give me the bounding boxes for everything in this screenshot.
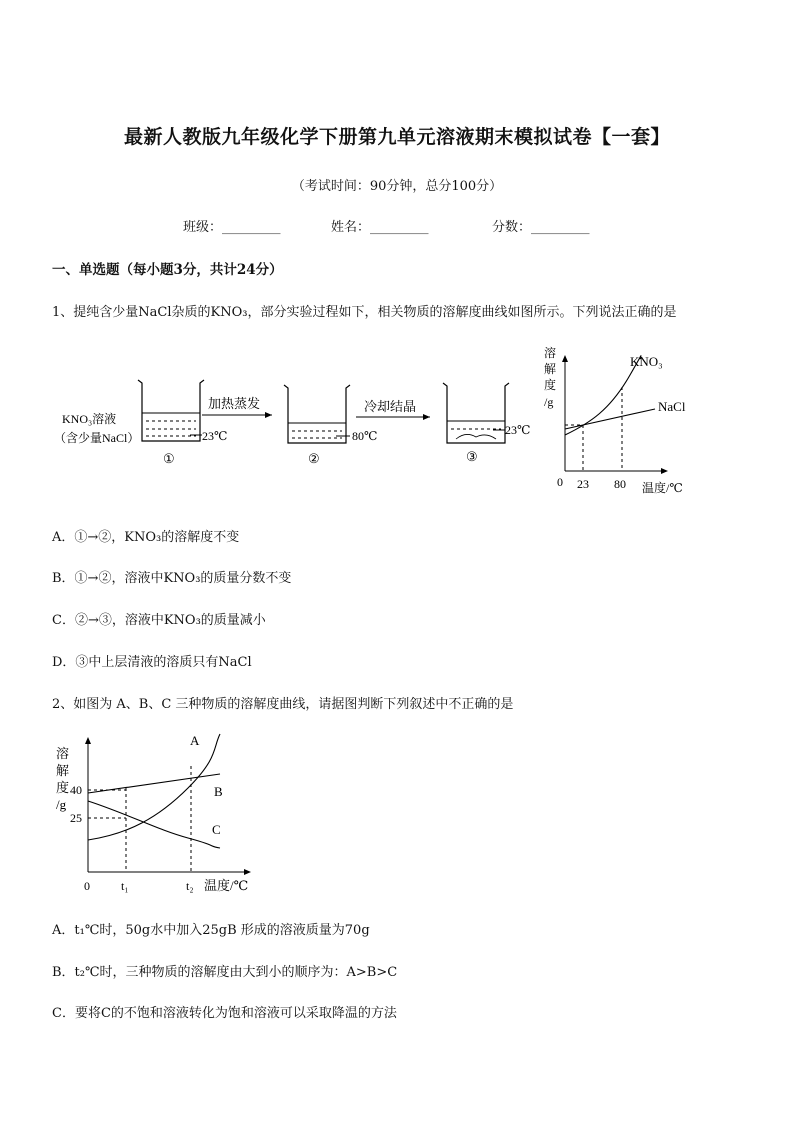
q1-option-b[interactable]: B．①→②，溶液中KNO₃的质量分数不变 bbox=[52, 571, 292, 586]
beaker-3 bbox=[443, 383, 509, 443]
q1-tick-23: 23 bbox=[577, 477, 589, 491]
q2-curve-b-label: B bbox=[214, 784, 223, 799]
q2-curve-c-label: C bbox=[212, 822, 221, 837]
name-field: 姓名：_________ bbox=[331, 220, 429, 235]
section-heading: 一、单选题（每小题3分，共计24分） bbox=[52, 262, 283, 278]
class-field: 班级：_________ bbox=[183, 220, 281, 235]
q1-ylabel-4: /g bbox=[544, 395, 554, 409]
q1-origin: 0 bbox=[557, 475, 563, 489]
temp-label-2: 80℃ bbox=[352, 429, 378, 443]
q2-option-a[interactable]: A．t₁℃时，50g水中加入25gB 形成的溶液质量为70g bbox=[52, 923, 370, 938]
impurity-label: （含少量NaCl） bbox=[54, 431, 140, 445]
q1-option-c[interactable]: C．②→③，溶液中KNO₃的质量减小 bbox=[52, 613, 266, 628]
exam-info: （考试时间：90分钟，总分100分） bbox=[291, 179, 503, 194]
step-1-label: 加热蒸发 bbox=[208, 396, 261, 411]
q1-curve-nacl: NaCl bbox=[658, 399, 686, 414]
question-1-stem: 1、提纯含少量NaCl杂质的KNO₃，部分实验过程如下，相关物质的溶解度曲线如图所示。下列说法正确的是 bbox=[52, 305, 677, 320]
q2-xtick-t2: t₂ bbox=[186, 879, 194, 893]
beaker-2-label: ② bbox=[308, 451, 320, 466]
beaker-1-label: ① bbox=[163, 451, 175, 466]
q2-option-b[interactable]: B．t₂℃时，三种物质的溶解度由大到小的顺序为：A>B>C bbox=[52, 965, 398, 980]
q1-solubility-graph bbox=[544, 345, 686, 495]
q1-ylabel-3: 度 bbox=[544, 378, 557, 392]
q2-ylabel-4: /g bbox=[56, 797, 67, 812]
score-field: 分数：_________ bbox=[492, 220, 590, 235]
q1-option-a[interactable]: A．①→②，KNO₃的溶解度不变 bbox=[52, 530, 240, 545]
beaker-1 bbox=[138, 380, 204, 441]
q2-ylabel-2: 解 bbox=[56, 763, 70, 778]
temp-label-1: 23℃ bbox=[202, 429, 228, 443]
q2-origin: 0 bbox=[84, 879, 90, 893]
temp-label-3: 23℃ bbox=[505, 423, 531, 437]
beaker-3-label: ③ bbox=[466, 449, 478, 464]
q1-ylabel-1: 溶 bbox=[544, 346, 557, 360]
q2-ytick-40: 40 bbox=[70, 783, 82, 797]
q1-tick-80: 80 bbox=[614, 477, 626, 491]
curve-c bbox=[88, 801, 220, 848]
q1-option-d[interactable]: D．③中上层清液的溶质只有NaCl bbox=[52, 655, 252, 670]
q1-ylabel-2: 解 bbox=[544, 362, 557, 376]
step-2-label: 冷却结晶 bbox=[364, 399, 417, 414]
q1-curve-kno3: KNO₃ bbox=[630, 354, 663, 369]
q2-xlabel: 温度/℃ bbox=[204, 878, 249, 893]
page-title: 最新人教版九年级化学下册第九单元溶液期末模拟试卷【一套】 bbox=[123, 126, 670, 148]
q2-solubility-graph bbox=[48, 728, 268, 898]
q2-curve-a-label: A bbox=[190, 733, 200, 748]
curve-a bbox=[88, 734, 220, 840]
q2-ylabel-3: 度 bbox=[56, 780, 70, 795]
q2-ylabel-1: 溶 bbox=[56, 746, 70, 761]
question-2-stem: 2、如图为 A、B、C 三种物质的溶解度曲线，请据图判断下列叙述中不正确的是 bbox=[52, 697, 514, 712]
beaker-2 bbox=[284, 385, 350, 443]
q1-xlabel: 温度/℃ bbox=[642, 481, 683, 495]
solution-label: KNO₃溶液 bbox=[62, 412, 117, 426]
q1-figure bbox=[50, 335, 750, 505]
q2-xtick-t1: t₁ bbox=[121, 879, 129, 893]
q2-option-c[interactable]: C．要将C的不饱和溶液转化为饱和溶液可以采取降温的方法 bbox=[52, 1006, 397, 1021]
q2-ytick-25: 25 bbox=[70, 811, 82, 825]
